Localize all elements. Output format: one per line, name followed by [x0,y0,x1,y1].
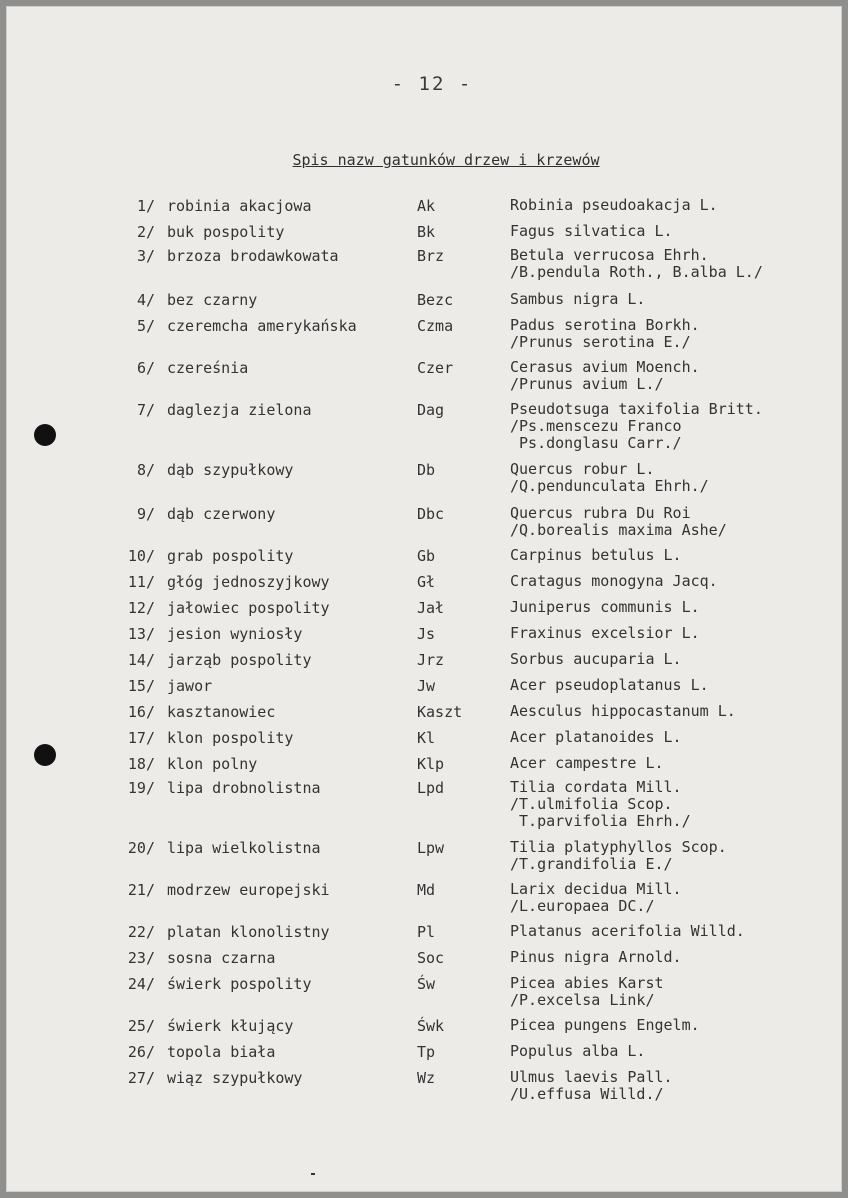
latin-name [510,401,763,452]
polish-name: platan klonolistny [167,923,330,941]
abbreviation: Klp [417,755,445,773]
latin-line: Acer campestre L. [510,754,664,772]
item-number: 4/ [136,291,155,309]
item-number: 8/ [136,461,155,479]
item-number: 25/ [127,1017,155,1035]
latin-line: T.parvifolia Ehrh./ [510,812,691,830]
latin-name [510,975,664,1009]
item-number: 22/ [127,923,155,941]
document-page [6,6,842,1192]
item-number: 19/ [127,779,155,797]
latin-line: Picea abies Karst [510,974,664,992]
polish-name: jarząb pospolity [167,651,312,669]
latin-name [510,729,682,746]
latin-line: /U.effusa Willd./ [510,1085,664,1103]
latin-name [510,599,700,616]
abbreviation: Jrz [417,651,445,669]
latin-line: Larix decidua Mill. [510,880,682,898]
latin-line: Picea pungens Engelm. [510,1016,700,1034]
latin-line: /Prunus avium L./ [510,375,664,393]
latin-line: Ulmus laevis Pall. [510,1068,673,1086]
polish-name: dąb szypułkowy [167,461,294,479]
latin-line: Aesculus hippocastanum L. [510,702,736,720]
polish-name: klon pospolity [167,729,294,747]
polish-name: jawor [167,677,213,695]
latin-name [510,317,700,351]
abbreviation: Czer [417,359,454,377]
polish-name: buk pospolity [167,223,285,241]
abbreviation: Kl [417,729,436,747]
latin-line: Tilia platyphyllos Scop. [510,838,727,856]
item-number: 24/ [127,975,155,993]
latin-line: Sambus nigra L. [510,290,646,308]
item-number: 20/ [127,839,155,857]
polish-name: brzoza brodawkowata [167,247,339,265]
latin-name [510,547,682,564]
latin-line: Cratagus monogyna Jacq. [510,572,718,590]
polish-name: bez czarny [167,291,258,309]
latin-line: Fraxinus excelsior L. [510,624,700,642]
abbreviation: Gb [417,547,436,565]
polish-name: robinia akacjowa [167,197,312,215]
item-number: 10/ [127,547,155,565]
latin-line: /B.pendula Roth., B.alba L./ [510,263,763,281]
item-number: 23/ [127,949,155,967]
polish-name: lipa drobnolistna [167,779,321,797]
item-number: 21/ [127,881,155,899]
abbreviation: Md [417,881,436,899]
item-number: 3/ [136,247,155,265]
abbreviation: Bk [417,223,436,241]
latin-name [510,197,718,214]
latin-name [510,1069,673,1103]
latin-name [510,573,718,590]
abbreviation: Wz [417,1069,436,1087]
item-number: 13/ [127,625,155,643]
latin-name [510,651,682,668]
latin-name [510,1043,645,1060]
polish-name: wiąz szypułkowy [167,1069,303,1087]
latin-line: Populus alba L. [510,1042,646,1060]
abbreviation: Db [417,461,436,479]
abbreviation: Pl [417,923,436,941]
latin-name [510,839,727,873]
latin-line: Sorbus aucuparia L. [510,650,682,668]
latin-name [510,223,673,240]
polish-name: świerk pospolity [167,975,312,993]
abbreviation: Śwk [417,1017,445,1035]
item-number: 26/ [127,1043,155,1061]
latin-name [510,1017,700,1034]
polish-name: dąb czerwony [167,505,276,523]
item-number: 7/ [136,401,155,419]
latin-line: Carpinus betulus L. [510,546,682,564]
item-number: 14/ [127,651,155,669]
latin-line: Acer pseudoplatanus L. [510,676,709,694]
polish-name: świerk kłujący [167,1017,294,1035]
item-number: 1/ [136,197,155,215]
page-number: - 12 - [391,73,473,95]
polish-name: grab pospolity [167,547,294,565]
item-number: 16/ [127,703,155,721]
latin-line: Ps.donglasu Carr./ [510,434,682,452]
latin-line: /Ps.menscezu Franco [510,417,682,435]
latin-name [510,881,682,915]
latin-line: /T.grandifolia E./ [510,855,673,873]
latin-name [510,505,727,539]
latin-line: Quercus robur L. [510,460,655,478]
binder-hole-top [34,424,56,446]
abbreviation: Soc [417,949,445,967]
latin-line: Robinia pseudoakacja L. [510,196,718,214]
item-number: 11/ [127,573,155,591]
latin-line: Acer platanoides L. [510,728,682,746]
item-number: 9/ [136,505,155,523]
latin-name [510,923,745,940]
latin-line: Tilia cordata Mill. [510,778,682,796]
item-number: 15/ [127,677,155,695]
stray-mark [311,1173,315,1175]
polish-name: klon polny [167,755,258,773]
polish-name: jesion wyniosły [167,625,303,643]
latin-line: Juniperus communis L. [510,598,700,616]
item-number: 17/ [127,729,155,747]
abbreviation: Jał [417,599,445,617]
item-number: 6/ [136,359,155,377]
abbreviation: Bezc [417,291,454,309]
polish-name: jałowiec pospolity [167,599,330,617]
latin-line: /Q.pendunculata Ehrh./ [510,477,709,495]
polish-name: głóg jednoszyjkowy [167,573,330,591]
latin-line: /Prunus serotina E./ [510,333,691,351]
item-number: 27/ [127,1069,155,1087]
page-title: Spis nazw gatunków drzew i krzewów [292,151,600,169]
item-number: 2/ [136,223,155,241]
polish-name: kasztanowiec [167,703,276,721]
abbreviation: Gł [417,573,436,591]
abbreviation: Dag [417,401,445,419]
abbreviation: Kaszt [417,703,463,721]
binder-hole-bottom [34,744,56,766]
polish-name: topola biała [167,1043,276,1061]
latin-line: /Q.borealis maxima Ashe/ [510,521,727,539]
polish-name: sosna czarna [167,949,276,967]
item-number: 5/ [136,317,155,335]
latin-line: Pseudotsuga taxifolia Britt. [510,400,763,418]
latin-name [510,359,700,393]
item-number: 12/ [127,599,155,617]
abbreviation: Św [417,975,436,993]
abbreviation: Js [417,625,436,643]
abbreviation: Lpw [417,839,445,857]
latin-line: Cerasus avium Moench. [510,358,700,376]
latin-name [510,755,664,772]
latin-name [510,461,709,495]
latin-name [510,779,691,830]
polish-name: czeremcha amerykańska [167,317,357,335]
abbreviation: Jw [417,677,436,695]
latin-line: Betula verrucosa Ehrh. [510,246,709,264]
latin-line: Platanus acerifolia Willd. [510,922,745,940]
abbreviation: Brz [417,247,445,265]
latin-name [510,677,709,694]
latin-line: /T.ulmifolia Scop. [510,795,673,813]
latin-name [510,247,763,281]
latin-line: Fagus silvatica L. [510,222,673,240]
latin-line: Pinus nigra Arnold. [510,948,682,966]
latin-line: /L.europaea DC./ [510,897,655,915]
latin-name [510,949,682,966]
polish-name: czereśnia [167,359,249,377]
polish-name: lipa wielkolistna [167,839,321,857]
polish-name: modrzew europejski [167,881,330,899]
abbreviation: Ak [417,197,436,215]
abbreviation: Tp [417,1043,436,1061]
latin-line: Quercus rubra Du Roi [510,504,691,522]
polish-name: daglezja zielona [167,401,312,419]
latin-name [510,703,736,720]
abbreviation: Lpd [417,779,445,797]
abbreviation: Czma [417,317,454,335]
latin-name [510,291,645,308]
latin-line: Padus serotina Borkh. [510,316,700,334]
abbreviation: Dbc [417,505,445,523]
latin-line: /P.excelsa Link/ [510,991,655,1009]
item-number: 18/ [127,755,155,773]
latin-name [510,625,700,642]
